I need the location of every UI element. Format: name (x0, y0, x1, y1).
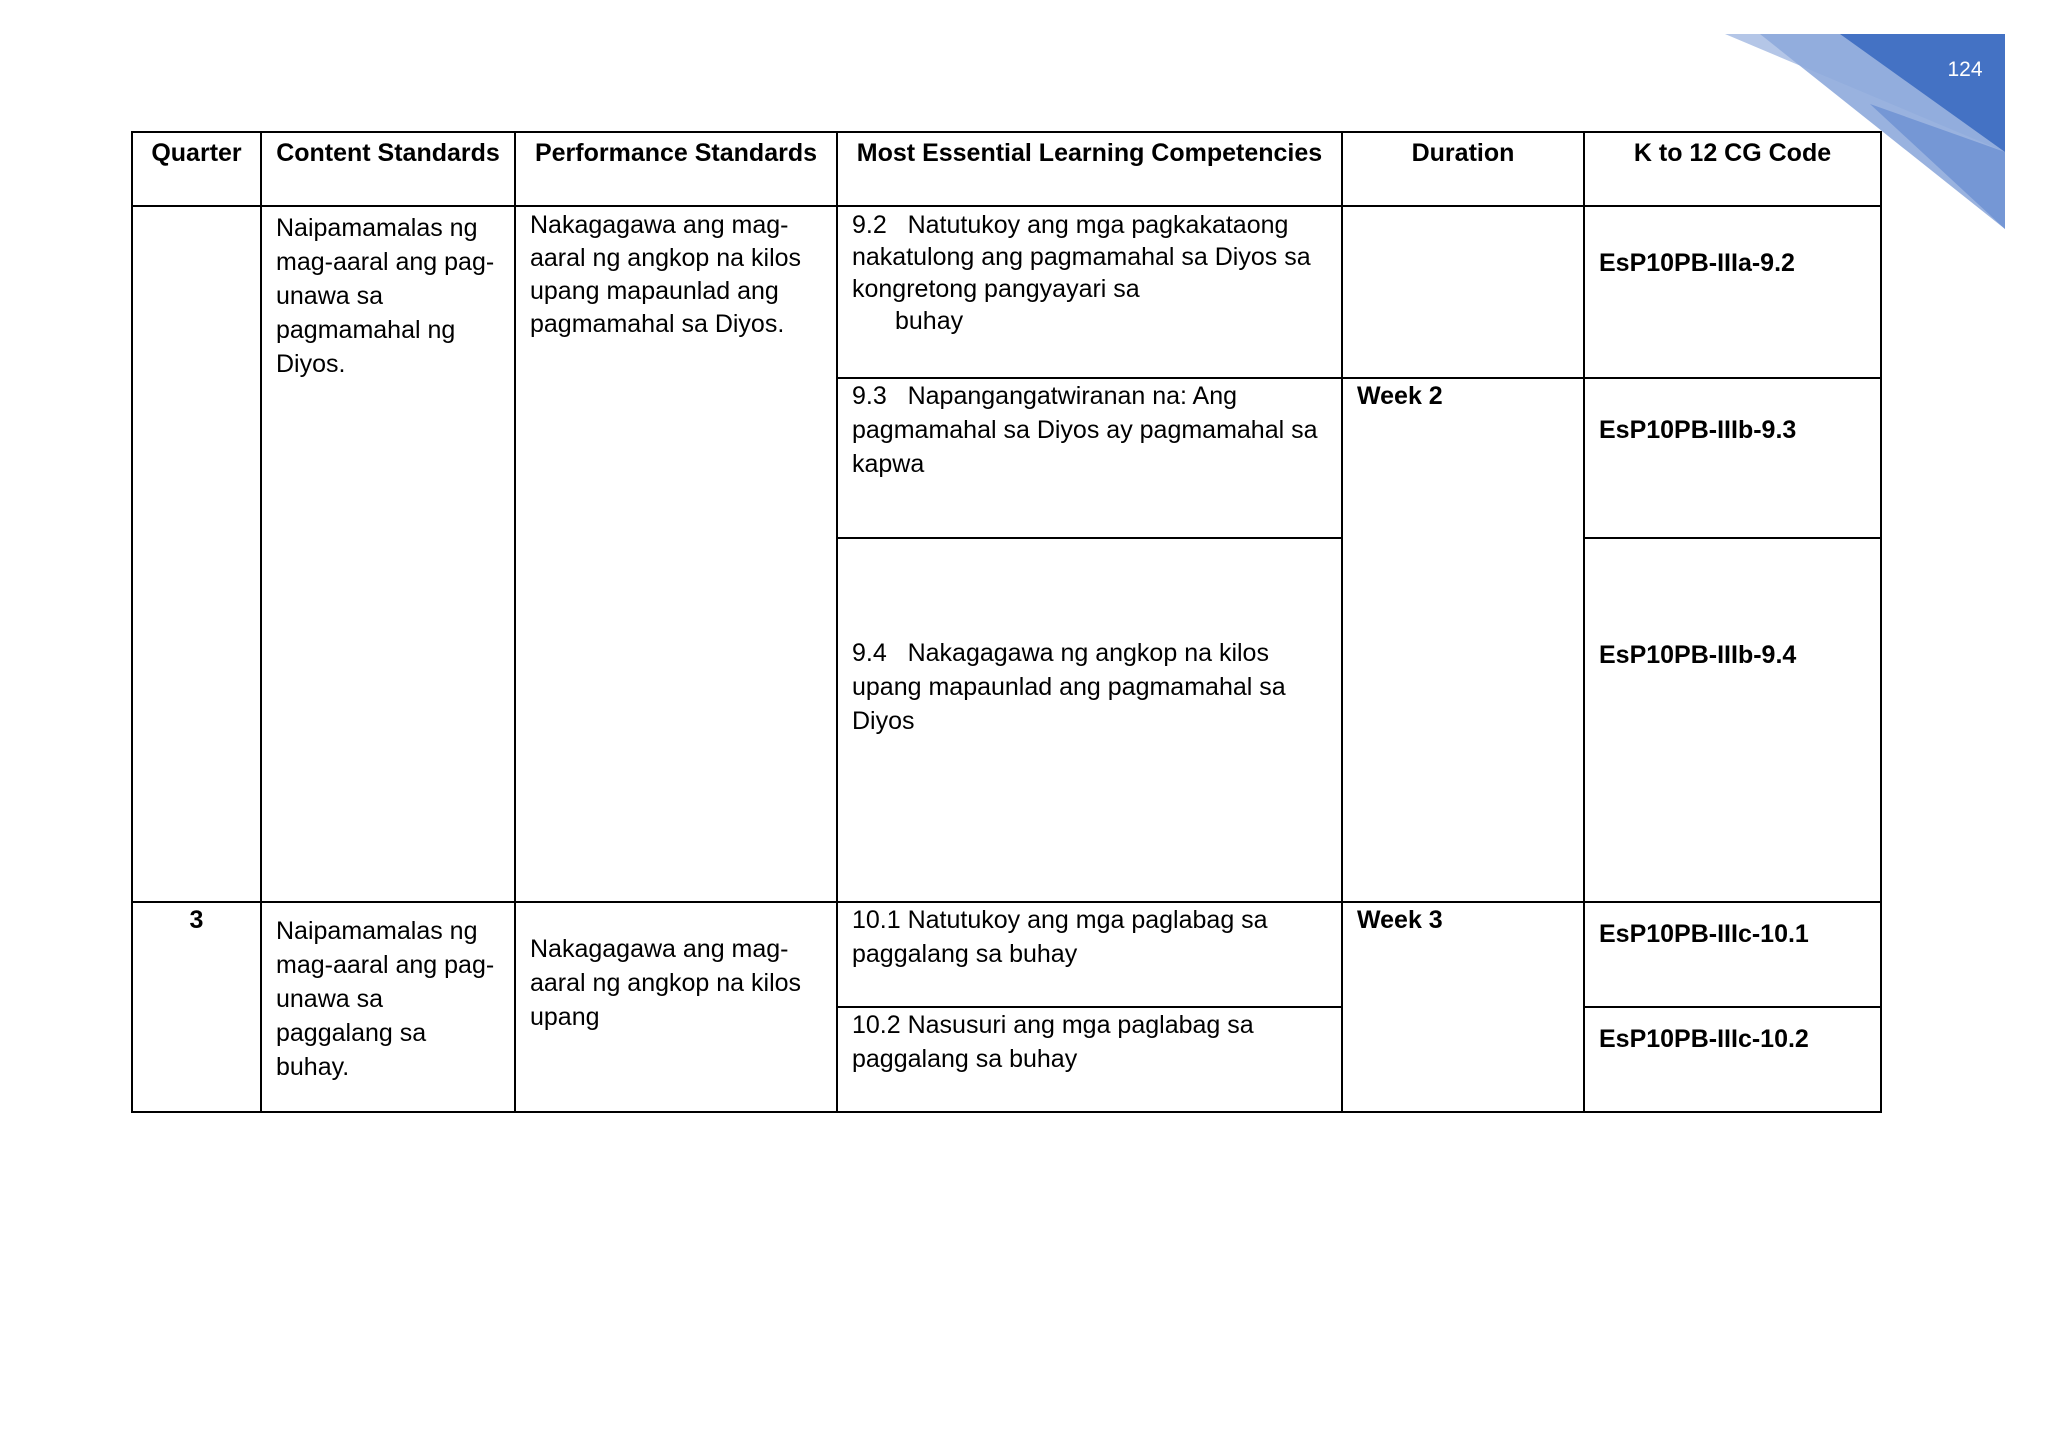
duration-cell: Week 3 (1342, 902, 1584, 1112)
quarter-cell (132, 206, 261, 902)
competency-text: 9.2 Natutukoy ang mga pagkakataong nakatulong ang pagmamahal sa Diyos sa kongretong pangyayari sa (852, 211, 1318, 303)
competency-cell: 10.2 Nasusuri ang mga paglabag sa paggalang sa buhay (837, 1007, 1342, 1112)
performance-standard-cell: Nakagagawa ang mag-aaral ng angkop na kilos upang (515, 902, 837, 1112)
quarter-cell: 3 (132, 902, 261, 1112)
header-duration: Duration (1342, 132, 1584, 206)
cg-code-cell: EsP10PB-IIIc-10.1 (1584, 902, 1881, 1007)
header-cg-code: K to 12 CG Code (1584, 132, 1881, 206)
content-standard-cell: Naipamamalas ng mag-aaral ang pag-unawa sa paggalang sa buhay. (261, 902, 515, 1112)
melc-table (131, 131, 1882, 1113)
header-content-standards: Content Standards (261, 132, 515, 206)
header-performance-standards: Performance Standards (515, 132, 837, 206)
cg-code-cell: EsP10PB-IIIb-9.3 (1584, 378, 1881, 538)
performance-standard-cell: Nakagagawa ang mag-aaral ng angkop na kilos upang mapaunlad ang pagmamahal sa Diyos. (515, 206, 837, 902)
duration-cell (1342, 206, 1584, 378)
competency-cell: 9.4 Nakagagawa ng angkop na kilos upang mapaunlad ang pagmamahal sa Diyos (837, 538, 1342, 902)
cg-code-cell: EsP10PB-IIIa-9.2 (1584, 206, 1881, 378)
competency-text-cont: buhay (895, 307, 964, 335)
cg-code-cell: EsP10PB-IIIb-9.4 (1584, 538, 1881, 902)
header-quarter: Quarter (132, 132, 261, 206)
cg-code-cell: EsP10PB-IIIc-10.2 (1584, 1007, 1881, 1112)
duration-cell: Week 2 (1342, 378, 1584, 902)
page-number: 124 (1947, 58, 1983, 81)
table-row (132, 206, 1881, 378)
header-row (132, 132, 1881, 206)
competency-cell: 9.3 Napangangatwiranan na: Ang pagmamahal sa Diyos ay pagmamahal sa kapwa (837, 378, 1342, 538)
header-competencies: Most Essential Learning Competencies (837, 132, 1342, 206)
competency-cell (837, 206, 1342, 378)
table-row (132, 902, 1881, 1007)
competency-cell: 10.1 Natutukoy ang mga paglabag sa paggalang sa buhay (837, 902, 1342, 1007)
content-standard-cell: Naipamamalas ng mag-aaral ang pag-unawa sa pagmamahal ng Diyos. (261, 206, 515, 902)
